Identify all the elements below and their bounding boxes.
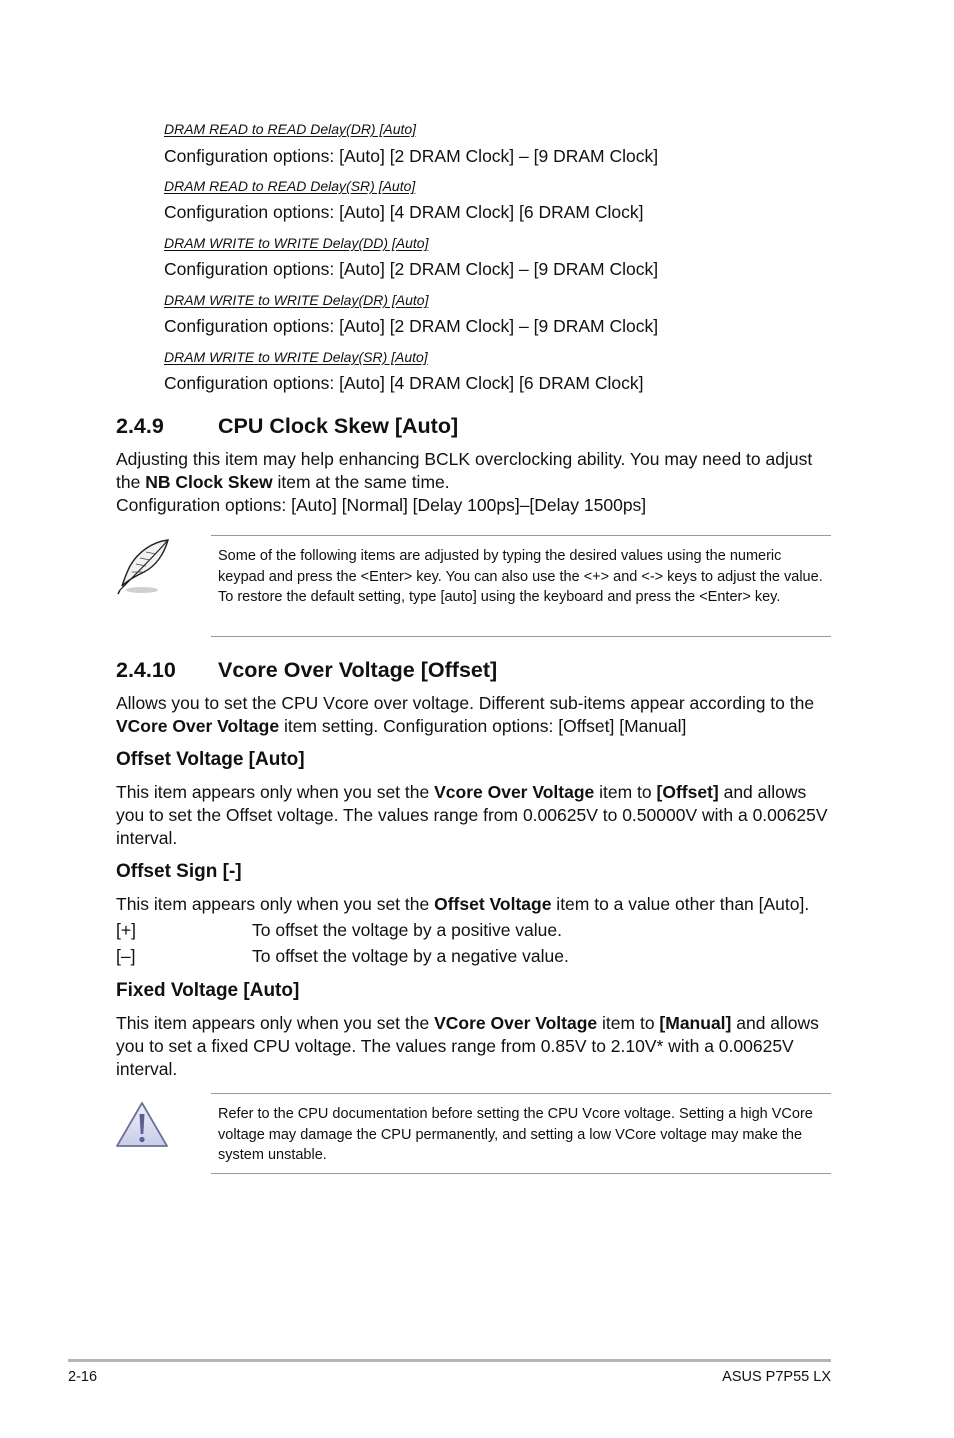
paragraph-vcore-over-voltage bbox=[116, 692, 836, 738]
subheading-offset-voltage: Offset Voltage [Auto] bbox=[116, 749, 305, 770]
dram-item-title: DRAM WRITE to WRITE Delay(DR) [Auto] bbox=[164, 292, 429, 308]
dram-item-config: Configuration options: [Auto] [2 DRAM Clock] – [9 DRAM Clock] bbox=[164, 146, 659, 166]
note-divider-top bbox=[211, 535, 831, 536]
paragraph-cpu-clock-skew bbox=[116, 448, 836, 517]
dram-item-config: Configuration options: [Auto] [4 DRAM Clock] [6 DRAM Clock] bbox=[164, 202, 644, 222]
section-heading-cpu-clock-skew bbox=[116, 414, 458, 439]
text: This item appears only when you set the bbox=[116, 782, 435, 802]
option-key: [+] bbox=[116, 920, 136, 940]
option-description: To offset the voltage by a negative value. bbox=[252, 946, 569, 966]
dram-item-title: DRAM WRITE to WRITE Delay(SR) [Auto] bbox=[164, 349, 428, 365]
option-row-negative bbox=[116, 946, 836, 970]
bold-term: VCore Over Voltage bbox=[116, 716, 280, 736]
dram-item-title: DRAM READ to READ Delay(SR) [Auto] bbox=[164, 178, 416, 194]
option-row-positive bbox=[116, 920, 836, 944]
text: item to bbox=[597, 1013, 660, 1033]
footer-rule bbox=[68, 1359, 831, 1362]
dram-item-config: Configuration options: [Auto] [2 DRAM Clock] – [9 DRAM Clock] bbox=[164, 259, 659, 279]
text: item to a value other than [Auto]. bbox=[551, 894, 810, 914]
text: This item appears only when you set the bbox=[116, 894, 435, 914]
text: Allows you to set the CPU Vcore over voltage. Different sub-items appear according to the bbox=[116, 693, 815, 713]
dram-item-config: Configuration options: [Auto] [2 DRAM Clock] – [9 DRAM Clock] bbox=[164, 316, 659, 336]
dram-item-title: DRAM READ to READ Delay(DR) [Auto] bbox=[164, 121, 417, 137]
bold-term: [Offset] bbox=[656, 782, 719, 802]
subheading-fixed-voltage: Fixed Voltage [Auto] bbox=[116, 980, 300, 1001]
feather-pen-icon bbox=[112, 536, 176, 596]
option-key: [–] bbox=[116, 946, 136, 966]
text: item setting. Configuration options: [Offset] [Manual] bbox=[279, 716, 687, 736]
bold-term: Offset Voltage bbox=[434, 894, 552, 914]
text: and allows you to set the Offset voltage. The values range from 0.00625V to 0.50000V with a 0.00625V interval. bbox=[116, 782, 828, 848]
subheading-offset-sign: Offset Sign [-] bbox=[116, 861, 242, 882]
bold-term: NB Clock Skew bbox=[145, 472, 273, 492]
config-options: Configuration options: [Auto] [Normal] [Delay 100ps]–[Delay 1500ps] bbox=[116, 495, 647, 515]
warning-divider-bottom bbox=[211, 1173, 831, 1174]
section-number: 2.4.9 bbox=[116, 414, 164, 438]
warning-text: Refer to the CPU documentation before setting the CPU Vcore voltage. Setting a high VCore voltage may damage the CPU permanently, and setting a low VCore voltage may make the system unstable. bbox=[218, 1106, 813, 1163]
page-number: 2-16 bbox=[68, 1369, 98, 1385]
section-heading-vcore-over-voltage bbox=[116, 658, 497, 683]
section-title: Vcore Over Voltage [Offset] bbox=[218, 658, 498, 682]
text: Adjusting this item may help enhancing BCLK overclocking ability. You may need to adjust the bbox=[116, 449, 813, 492]
dram-item-title: DRAM WRITE to WRITE Delay(DD) [Auto] bbox=[164, 235, 429, 251]
bold-term: [Manual] bbox=[659, 1013, 732, 1033]
option-description: To offset the voltage by a positive value. bbox=[252, 920, 563, 940]
note-divider-bottom bbox=[211, 636, 831, 637]
bold-term: Vcore Over Voltage bbox=[434, 782, 595, 802]
bold-term: VCore Over Voltage bbox=[434, 1013, 598, 1033]
text: This item appears only when you set the bbox=[116, 1013, 435, 1033]
product-name: ASUS P7P55 LX bbox=[722, 1369, 831, 1385]
warning-divider-top bbox=[211, 1093, 831, 1094]
note-text: Some of the following items are adjusted by typing the desired values using the numeric keypad and press the <Enter> key. You can also use the <+> and <-> keys to adjust the value. To restore the default setting, type [auto] using the keyboard and press the <Enter> key. bbox=[218, 548, 823, 605]
text: and allows you to set a fixed CPU voltage. The values range from 0.85V to 2.10V* with a 0.00625V interval. bbox=[116, 1013, 819, 1079]
section-number: 2.4.10 bbox=[116, 658, 176, 682]
paragraph-offset-sign bbox=[116, 893, 836, 916]
paragraph-offset-voltage bbox=[116, 781, 836, 850]
text: item to bbox=[594, 782, 657, 802]
dram-item-config: Configuration options: [Auto] [4 DRAM Clock] [6 DRAM Clock] bbox=[164, 373, 644, 393]
paragraph-fixed-voltage bbox=[116, 1012, 836, 1081]
section-title: CPU Clock Skew [Auto] bbox=[218, 414, 459, 438]
text: item at the same time. bbox=[272, 472, 450, 492]
warning-triangle-icon bbox=[114, 1100, 170, 1150]
